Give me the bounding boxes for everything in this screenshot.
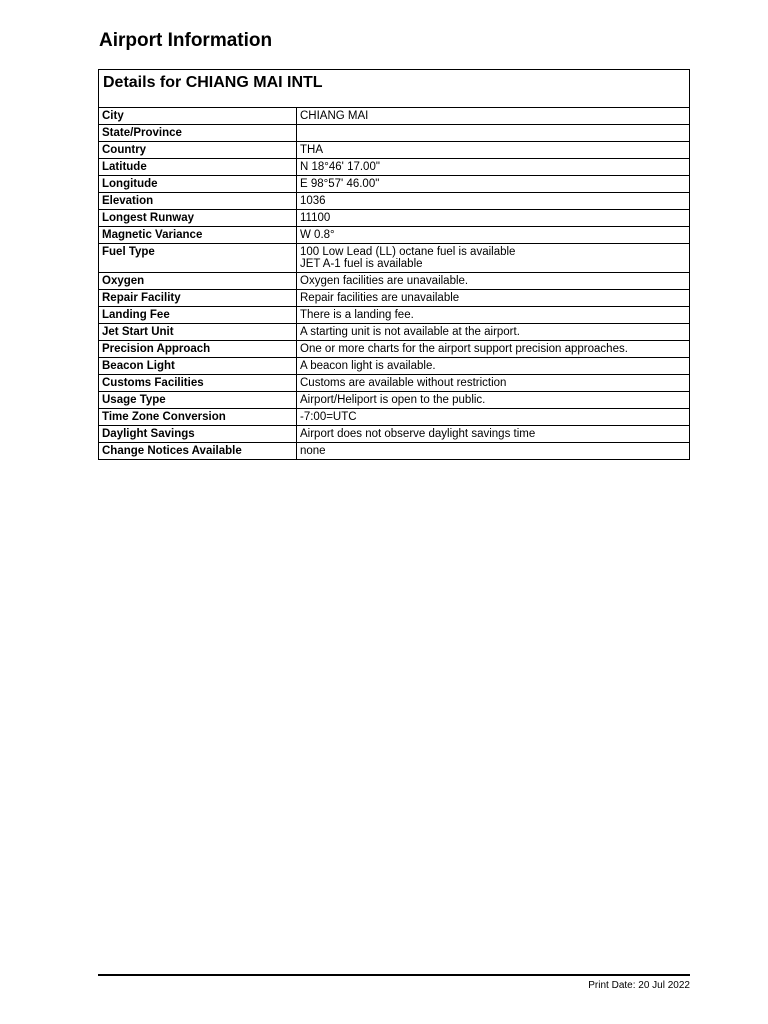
row-value: A starting unit is not available at the airport. — [297, 324, 690, 341]
row-value — [297, 125, 690, 142]
row-label: Longitude — [99, 176, 297, 193]
table-row — [99, 358, 689, 375]
row-label: Beacon Light — [99, 358, 297, 375]
row-value: THA — [297, 142, 690, 159]
row-value: CHIANG MAI — [300, 110, 369, 122]
table-row — [99, 273, 689, 290]
airport-details-box — [98, 69, 690, 460]
table-row — [99, 108, 689, 125]
table-row — [99, 290, 689, 307]
row-label: Jet Start Unit — [99, 324, 297, 341]
row-label: State/Province — [99, 125, 297, 142]
table-row — [99, 125, 689, 142]
row-label: Usage Type — [99, 392, 297, 409]
row-value: One or more charts for the airport support precision approaches. — [297, 341, 690, 358]
row-value: W 0.8° — [297, 227, 690, 244]
row-value: 100 Low Lead (LL) octane fuel is available JET A-1 fuel is available — [297, 244, 690, 273]
row-value: E 98°57' 46.00" — [297, 176, 690, 193]
row-value: 1036 — [297, 193, 690, 210]
row-label: Fuel Type — [99, 244, 297, 273]
table-row — [99, 375, 689, 392]
row-value: Oxygen facilities are unavailable. — [297, 273, 690, 290]
page-title: Airport Information — [99, 30, 273, 51]
table-row — [99, 324, 689, 341]
row-value: Airport does not observe daylight savings time — [297, 426, 690, 443]
print-date: Print Date: 20 Jul 2022 — [588, 980, 690, 991]
row-label: Magnetic Variance — [99, 227, 297, 244]
table-row — [99, 210, 689, 227]
table-row — [99, 176, 689, 193]
row-value: 11100 — [297, 210, 690, 227]
row-value: Airport/Heliport is open to the public. — [297, 392, 690, 409]
table-row — [99, 392, 689, 409]
row-value: N 18°46' 17.00" — [297, 159, 690, 176]
table-row — [99, 409, 689, 426]
table-row — [99, 341, 689, 358]
row-value: There is a landing fee. — [297, 307, 690, 324]
row-value: Customs are available without restriction — [297, 375, 690, 392]
table-row — [99, 142, 689, 159]
row-label: Precision Approach — [99, 341, 297, 358]
row-value: none — [297, 443, 690, 460]
row-value: -7:00=UTC — [297, 409, 690, 426]
table-row — [99, 244, 689, 273]
table-row — [99, 193, 689, 210]
row-label: Change Notices Available — [99, 443, 297, 460]
table-row — [99, 159, 689, 176]
table-row — [99, 227, 689, 244]
row-label: Elevation — [99, 193, 297, 210]
row-label: Landing Fee — [99, 307, 297, 324]
details-title: Details for CHIANG MAI INTL — [99, 70, 689, 108]
row-label: Repair Facility — [99, 290, 297, 307]
row-label: Longest Runway — [99, 210, 297, 227]
row-label: City — [99, 108, 297, 125]
row-label: Time Zone Conversion — [99, 409, 297, 426]
row-label: Daylight Savings — [99, 426, 297, 443]
row-value: Repair facilities are unavailable — [297, 290, 690, 307]
airport-info-rows — [99, 108, 689, 459]
row-label: Oxygen — [99, 273, 297, 290]
row-label: Country — [99, 142, 297, 159]
footer-divider — [98, 974, 690, 976]
table-row — [99, 443, 689, 460]
airport-info-table — [99, 108, 689, 459]
row-label: Latitude — [99, 159, 297, 176]
row-value: A beacon light is available. — [297, 358, 690, 375]
table-row — [99, 426, 689, 443]
row-label: Customs Facilities — [99, 375, 297, 392]
table-row — [99, 307, 689, 324]
